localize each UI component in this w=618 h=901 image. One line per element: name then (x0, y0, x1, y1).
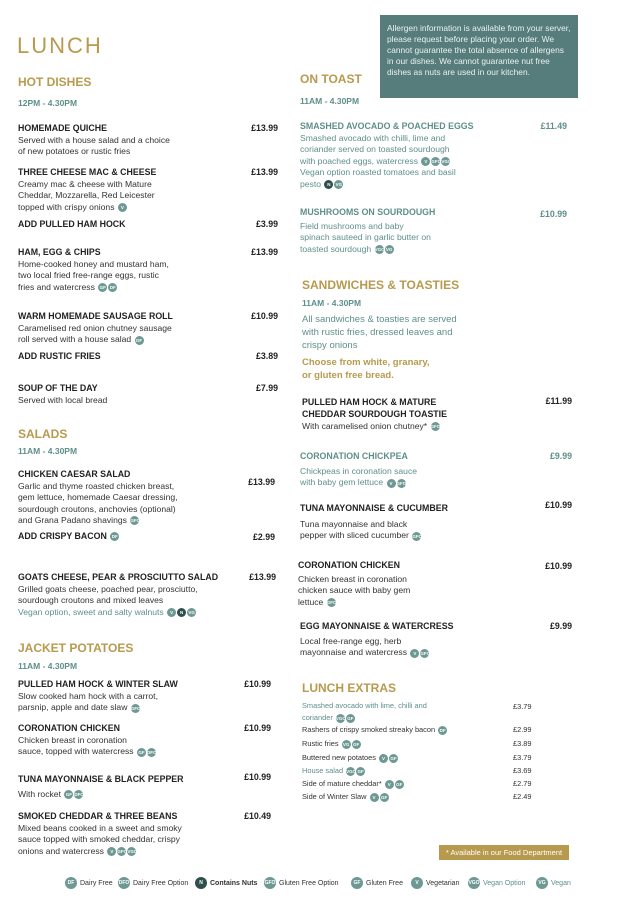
vegan-option-badge-icon: VGO (374, 247, 385, 253)
page-title: LUNCH (17, 33, 103, 58)
section-title-lunch-extras: LUNCH EXTRAS (302, 681, 397, 695)
gluten-free-option-badge-icon: GFO (326, 600, 337, 606)
item-desc: With rocket GF DFO (18, 789, 84, 799)
item-price: £10.99 (545, 561, 572, 571)
legend-dairy-free: DF Dairy Free (65, 877, 113, 889)
item-name: PULLED HAM HOCK & WINTER SLAW (18, 679, 178, 689)
item-desc: Served with local bread (18, 395, 108, 405)
vegetarian-badge-icon: V (410, 649, 419, 658)
item-price: £13.99 (251, 247, 278, 257)
vegetarian-badge-icon: V (421, 157, 430, 166)
item-price: £11.49 (540, 121, 567, 131)
extra-item: Rustic fries VG GF (302, 739, 360, 748)
item-desc: Chickpeas in coronation sauce with baby gem lettuce V GFO (300, 466, 418, 488)
legend-contains-nuts: N Contains Nuts (195, 877, 257, 889)
item-price: £7.99 (255, 383, 278, 393)
item-desc: Garlic and thyme roasted chicken breast, gem lettuce, homemade Caesar dressing, sourdough croutons, anchovies (optional) and Grana Padano shavings GFO (18, 481, 178, 526)
gluten-free-badge-icon: GF (380, 794, 388, 800)
gluten-free-option-badge-icon: GFO (130, 518, 141, 524)
bread-choice: Choose from white, granary, or gluten free bread. (302, 357, 430, 381)
hot-dishes-time: 12PM - 4.30PM (18, 98, 78, 108)
vegan-option-badge-icon: VGO (441, 159, 452, 165)
gluten-free-option-badge-icon: GFO (117, 849, 128, 855)
vegan-badge-icon: VG (335, 181, 343, 187)
extra-price: £2.99 (513, 725, 532, 734)
gluten-free-badge-icon: GF (353, 741, 360, 747)
item-price: £10.99 (251, 311, 278, 321)
allergen-notice: Allergen information is available from your server, please request before placing your order. We cannot guarantee the total absence of allergens in our dishes. We cannot guarantee nut free dishes as nuts are used in our kitchen. (380, 15, 578, 98)
item-name: GOATS CHEESE, PEAR & PROSCIUTTO SALAD (18, 572, 219, 582)
gluten-free-badge-icon: GF (390, 755, 397, 761)
extra-price: £2.79 (513, 779, 532, 788)
item-desc: Chicken breast in coronation sauce, topped with watercress GF DFO (18, 735, 157, 757)
extra-item: Side of Winter Slaw V GF (302, 792, 388, 801)
gluten-free-option-badge-icon: GFO (431, 159, 442, 165)
legend-vegan-option: VGO Vegan Option (468, 877, 525, 889)
item-name: THREE CHEESE MAC & CHEESE (18, 167, 157, 177)
item-price: £10.49 (244, 811, 271, 821)
item-desc: Creamy mac & cheese with Mature Cheddar, Mozzarella, Red Leicester topped with crispy onions V (18, 179, 155, 212)
vegan-option-badge-icon: VGO (335, 715, 346, 721)
gluten-free-badge-icon: GF (396, 781, 403, 787)
dairy-free-badge-icon: DF (136, 337, 143, 343)
item-price: £10.99 (244, 772, 271, 782)
item-price: £10.99 (545, 500, 572, 510)
gluten-free-option-badge-icon: GFO (130, 705, 141, 711)
item-name: ADD CRISPY BACON DF (18, 531, 118, 541)
vegetarian-badge-icon: V (387, 479, 396, 488)
vegetarian-badge-icon: V (118, 203, 127, 212)
item-desc: Smashed avocado with chilli, lime and coriander served on toasted sourdough with poached eggs, watercress V GFOVGO Vegan option roasted tomatoes and basil pesto N VG (300, 133, 456, 189)
section-title-jacket-potatoes: JACKET POTATOES (18, 641, 134, 655)
extra-item: Rashers of crispy smoked streaky bacon DF (302, 725, 446, 734)
jacket-time: 11AM - 4.30PM (18, 661, 78, 671)
item-price: £2.99 (252, 532, 275, 542)
section-title-salads: SALADS (18, 427, 68, 441)
section-title-on-toast: ON TOAST (300, 72, 362, 86)
item-name: EGG MAYONNAISE & WATERCRESS (300, 621, 454, 631)
gluten-free-icon: GF (351, 877, 363, 889)
item-name: SOUP OF THE DAY (18, 383, 98, 393)
dairy-free-badge-icon: DF (109, 285, 116, 291)
item-name: CORONATION CHICKEN (298, 560, 400, 570)
vegan-icon: VG (536, 877, 548, 889)
item-desc: Tuna mayonnaise and black pepper with sliced cucumber GFO (300, 519, 423, 541)
legend-dairy-free-option: DFO Dairy Free Option (118, 877, 188, 889)
extra-price: £3.69 (513, 766, 532, 775)
section-title-hot-dishes: HOT DISHES (18, 75, 92, 89)
extra-price: £3.79 (513, 753, 532, 762)
item-name: CORONATION CHICKEN (18, 723, 120, 733)
item-desc: Grilled goats cheese, poached pear, prosciutto, sourdough croutons and mixed leaves (18, 584, 198, 606)
item-name: WARM HOMEMADE SAUSAGE ROLL (18, 311, 173, 321)
dairy-free-badge-icon: DF (111, 534, 118, 540)
gluten-free-option-icon: GFO (264, 877, 276, 889)
item-price: £10.99 (244, 679, 271, 689)
extra-item: House salad VGOGF (302, 766, 364, 775)
food-department-note: * Available in our Food Department (439, 845, 569, 860)
item-name: CHICKEN CAESAR SALAD (18, 469, 131, 479)
vegetarian-icon: V (411, 877, 423, 889)
extra-price: £3.89 (513, 739, 532, 748)
item-name: TUNA MAYONNAISE & CUCUMBER (300, 503, 448, 513)
legend-gluten-free: GF Gluten Free (351, 877, 403, 889)
dairy-free-badge-icon: DF (439, 727, 446, 733)
vegetarian-badge-icon: V (107, 847, 116, 856)
toast-time: 11AM - 4.30PM (300, 96, 360, 106)
item-desc: Caramelised red onion chutney sausage roll served with a house salad DF (18, 323, 172, 345)
item-name: CORONATION CHICKPEA (300, 451, 408, 461)
item-price: £9.99 (549, 451, 572, 461)
vegan-option-note: Vegan option, sweet and salty walnuts V N VG (18, 607, 195, 617)
item-desc: With caramelised onion chutney* GFO (302, 421, 441, 431)
extra-price: £2.49 (513, 792, 532, 801)
gluten-free-badge-icon: GF (65, 792, 72, 798)
legend-gluten-free-option: GFO Gluten Free Option (264, 877, 339, 889)
dairy-free-option-badge-icon: DFO (147, 749, 157, 755)
gluten-free-option-badge-icon: GFO (412, 533, 423, 539)
item-desc: Home-cooked honey and mustard ham, two local fried free-range eggs, rustic fries and watercress GF DF (18, 259, 169, 292)
item-desc: Mixed beans cooked in a sweet and smoky sauce topped with smoked cheddar, crispy onions and watercress V GFOVGO (18, 823, 182, 856)
dairy-free-option-badge-icon: DFO (74, 792, 84, 798)
vegan-option-badge-icon: VGO (346, 768, 357, 774)
contains-nuts-badge-icon: N (177, 608, 186, 617)
item-price: £9.99 (549, 621, 572, 631)
gluten-free-badge-icon: GF (357, 768, 364, 774)
sandwiches-intro: All sandwiches & toasties are served with rustic fries, dressed leaves and crispy onions (302, 314, 457, 351)
vegetarian-badge-icon: V (385, 780, 394, 789)
gluten-free-option-badge-icon: GFO (430, 424, 441, 430)
section-title-sandwiches: SANDWICHES & TOASTIES (302, 278, 460, 292)
item-price: £10.99 (540, 209, 567, 219)
vegan-option-badge-icon: VGO (127, 849, 138, 855)
item-name: TUNA MAYONNAISE & BLACK PEPPER (18, 774, 184, 784)
item-desc: Field mushrooms and baby spinach sauteed in garlic butter on toasted sourdough VGOVG (300, 221, 431, 254)
gluten-free-badge-icon: GF (99, 285, 106, 291)
extra-item: Smashed avocado with lime, chilli and coriander VGOGF (302, 701, 427, 722)
vegan-badge-icon: VG (188, 610, 195, 616)
item-price: £13.99 (251, 123, 278, 133)
vegetarian-badge-icon: V (370, 793, 379, 802)
legend-vegan: VG Vegan (536, 877, 571, 889)
dairy-free-icon: DF (65, 877, 77, 889)
vegan-option-icon: VGO (468, 877, 480, 889)
item-name: ADD PULLED HAM HOCK (18, 219, 126, 229)
contains-nuts-icon: N (195, 877, 207, 889)
item-name: PULLED HAM HOCK & MATURE CHEDDAR SOURDOUGH TOASTIE (302, 397, 447, 419)
gluten-free-badge-icon: GF (347, 715, 354, 721)
item-name: SMASHED AVOCADO & POACHED EGGS (300, 121, 474, 131)
contains-nuts-badge-icon: N (324, 180, 333, 189)
vegan-badge-icon: VG (385, 247, 393, 253)
salads-time: 11AM - 4.30PM (18, 446, 78, 456)
item-name: MUSHROOMS ON SOURDOUGH (300, 207, 436, 217)
item-price: £13.99 (251, 167, 278, 177)
vegetarian-badge-icon: V (167, 608, 176, 617)
item-desc: Local free-range egg, herb mayonnaise and watercress V GFO (300, 636, 431, 658)
gluten-free-option-badge-icon: GFO (420, 650, 431, 656)
item-desc: Served with a house salad and a choice of new potatoes or rustic fries (18, 135, 170, 157)
item-price: £3.99 (255, 219, 278, 229)
item-price: £13.99 (248, 477, 275, 487)
item-name: HAM, EGG & CHIPS (18, 247, 101, 257)
sandwiches-time: 11AM - 4.30PM (302, 298, 362, 308)
vegetarian-badge-icon: V (379, 754, 388, 763)
extra-item: Buttered new potatoes V GF (302, 753, 397, 762)
item-price: £10.99 (244, 723, 271, 733)
gluten-free-badge-icon: GF (138, 749, 145, 755)
vegan-badge-icon: VG (342, 741, 350, 747)
gluten-free-option-badge-icon: GFO (396, 480, 407, 486)
item-price: £3.89 (255, 351, 278, 361)
extra-price: £3.79 (513, 702, 532, 711)
item-name: ADD RUSTIC FRIES (18, 351, 101, 361)
item-desc: Slow cooked ham hock with a carrot, parsnip, apple and date slaw GFO (18, 691, 158, 713)
item-desc: Chicken breast in coronation chicken sauce with baby gem lettuce GFO (298, 574, 411, 607)
item-name: SMOKED CHEDDAR & THREE BEANS (18, 811, 178, 821)
item-price: £11.99 (545, 396, 572, 406)
dairy-free-option-icon: DFO (118, 877, 130, 889)
item-price: £13.99 (249, 572, 276, 582)
extra-item: Side of mature cheddar* V GF (302, 779, 403, 788)
item-name: HOMEMADE QUICHE (18, 123, 107, 133)
legend-vegetarian: V Vegetarian (411, 877, 459, 889)
